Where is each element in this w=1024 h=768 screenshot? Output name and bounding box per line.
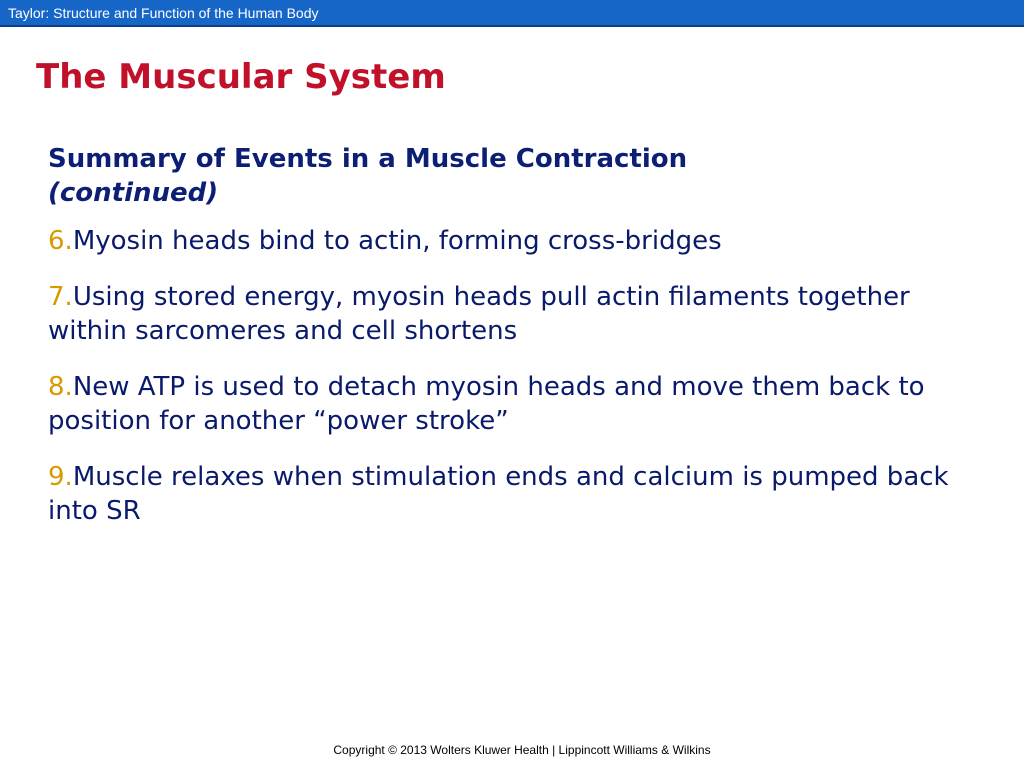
item-text: New ATP is used to detach myosin heads and move them back to position for another “power stroke” — [48, 372, 925, 436]
running-title: Taylor: Structure and Function of the Human Body — [8, 5, 319, 21]
subheading-text: Summary of Events in a Muscle Contraction — [48, 144, 688, 174]
list-item — [48, 224, 978, 258]
item-number: 8. — [48, 372, 73, 402]
item-number: 9. — [48, 462, 73, 492]
item-text: Muscle relaxes when stimulation ends and calcium is pumped back into SR — [48, 462, 949, 526]
list-item — [48, 370, 978, 438]
slide-title: The Muscular System — [36, 57, 446, 97]
item-number: 7. — [48, 282, 73, 312]
copyright-footer: Copyright © 2013 Wolters Kluwer Health | Lippincott Williams & Wilkins — [333, 743, 711, 757]
item-text: Using stored energy, myosin heads pull actin filaments together within sarcomeres and cell shortens — [48, 282, 910, 346]
subheading-continued: (continued) — [48, 178, 219, 208]
subheading — [48, 142, 978, 210]
item-number: 6. — [48, 226, 73, 256]
slide-body — [48, 142, 978, 550]
header-bar — [0, 0, 1024, 27]
event-list — [48, 224, 978, 528]
list-item — [48, 460, 978, 528]
list-item — [48, 280, 978, 348]
item-text: Myosin heads bind to actin, forming cross-bridges — [72, 226, 722, 256]
